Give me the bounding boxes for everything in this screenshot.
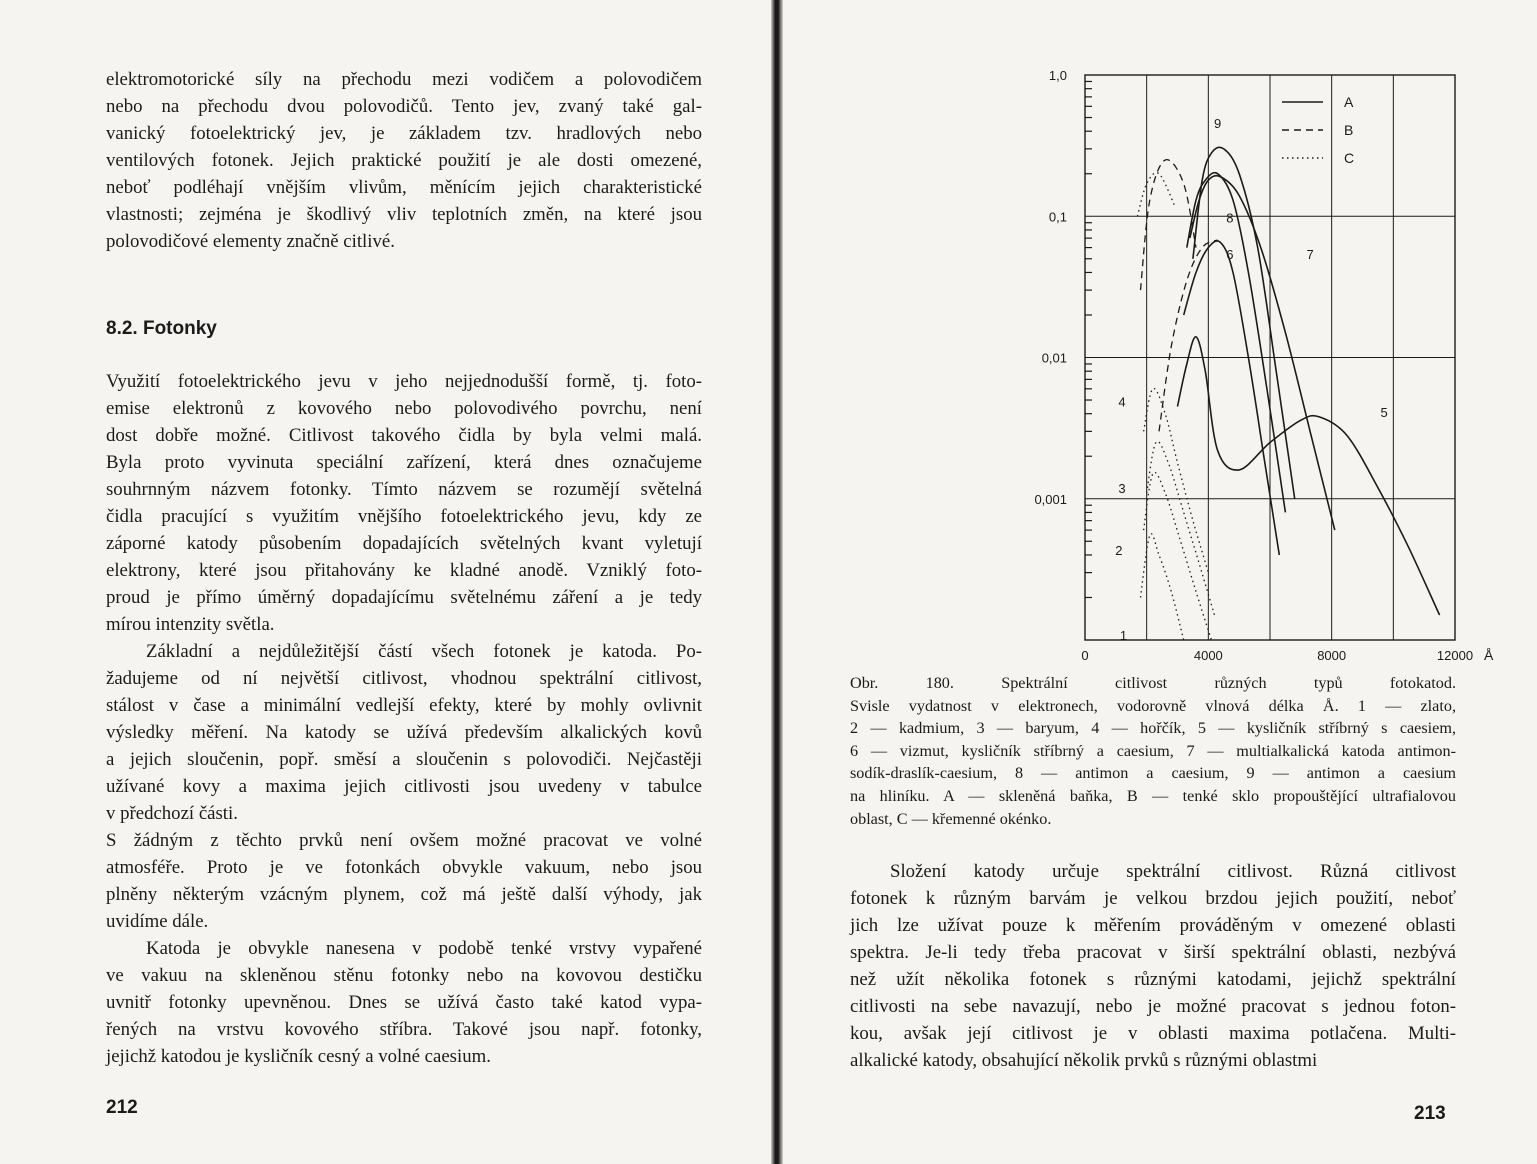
text-line: atmosféře. Proto je ve fotonkách obvykle vakuum, nebo jsou — [106, 857, 702, 878]
text-line: oblast, C — křemenné okénko. — [850, 809, 1052, 828]
text-line: Obr. 180. Spektrální citlivost různých typů fotokatod. — [850, 674, 1456, 692]
legend-label-B: B — [1344, 122, 1354, 138]
series-curve-5 — [1178, 337, 1440, 615]
text-line: mírou intenzity světla. — [106, 614, 275, 635]
text-line: kou, avšak její citlivost je v oblasti maxima potlačena. Multi- — [850, 1023, 1456, 1044]
x-tick-label: 8000 — [1317, 648, 1347, 663]
curve-number-label: 7 — [1306, 246, 1314, 262]
text-line: čidla pracující s využitím vnějšího fotoelektrického jevu, kdy ze — [106, 506, 702, 527]
curve-number-label: 1 — [1119, 628, 1128, 643]
text-line: sodík-draslík-caesium, 8 — antimon a caesium, 9 — antimon a caesium — [850, 764, 1456, 783]
text-line: uvnitř fotonky upevněnou. Dnes se užívá často také katod vypa- — [106, 992, 702, 1013]
curve-number-label: 8 — [1226, 210, 1234, 226]
text-line: nebo na přechodu dvou polovodičů. Tento jev, zvaný také gal- — [106, 96, 702, 117]
text-line: na hliníku. A — skleněná baňka, B — tenké sklo propouštějící ultrafialovou — [850, 786, 1456, 805]
page-number-left: 212 — [106, 1097, 138, 1118]
series-curve-extra-9 — [1141, 160, 1197, 290]
y-tick-label: 1,0 — [1048, 68, 1067, 83]
text-line: emise elektronů z kovového nebo polovodivého povrchu, není — [106, 398, 702, 419]
spectral-sensitivity-chart — [1020, 55, 1520, 670]
book-gutter — [771, 0, 783, 1164]
chart-legend — [1282, 94, 1354, 166]
curve-number-label: 5 — [1380, 404, 1388, 420]
text-line: souhrnným názvem fotonky. Tímto názvem se rozumějí světelná — [106, 479, 702, 500]
legend-label-A: A — [1344, 94, 1354, 110]
text-line: Využití fotoelektrického jevu v jeho nejjednodušší formě, tj. foto- — [106, 371, 702, 392]
text-line: žadujeme od ní největší citlivost, vhodnou spektrální citlivost, — [106, 668, 702, 689]
chart-axis-ticks — [1034, 68, 1494, 663]
text-line: 6 — vizmut, kysličník stříbrný a caesium, 7 — multialkalická katoda antimon- — [850, 741, 1456, 760]
text-line: plněny některým vzácným plynem, což má ještě další výhody, jak — [106, 884, 702, 905]
text-line: řených na vrstvu kovového stříbra. Takové jsou např. fotonky, — [106, 1019, 702, 1040]
text-line: než užít několika fotonek s různými katodami, jejichž spektrální — [850, 969, 1456, 990]
curve-number-label: 6 — [1226, 246, 1234, 262]
figure-caption — [850, 672, 1456, 830]
left-paragraph-3 — [106, 638, 702, 827]
text-line: Svisle vydatnost v elektronech, vodorovně vlnová délka Å. 1 — zlato, — [850, 696, 1456, 715]
x-axis-unit-label: Å — [1484, 647, 1494, 663]
text-line: polovodičové elementy značně citlivé. — [106, 231, 395, 252]
section-heading: 8.2. Fotonky — [106, 318, 217, 339]
y-tick-label: 0,1 — [1048, 209, 1067, 225]
chart-grid — [1085, 75, 1455, 640]
text-line: jejichž katodou je kysličník cesný a volné caesium. — [106, 1046, 491, 1067]
series-curve-7 — [1190, 176, 1335, 530]
left-paragraph-4 — [106, 827, 702, 935]
curve-number-label: 4 — [1118, 394, 1126, 410]
text-line: výsledky měření. Na katody se užívá především alkalických kovů — [106, 722, 702, 743]
text-line: fotonek k různým barvám je velkou brzdou jejich použití, neboť — [850, 888, 1456, 909]
left-paragraph-5 — [106, 935, 702, 1070]
text-line: Katoda je obvykle nanesena v podobě tenké vrstvy vypařené — [146, 938, 702, 959]
legend-label-C: C — [1344, 150, 1355, 166]
page-number-right: 213 — [1414, 1103, 1446, 1124]
text-line: Složení katody určuje spektrální citlivost. Různá citlivost — [890, 861, 1456, 882]
y-tick-label: 0,001 — [1034, 491, 1067, 507]
curve-number-label: 3 — [1118, 480, 1126, 496]
left-paragraph-1 — [106, 66, 702, 255]
text-line: uvidíme dále. — [106, 911, 209, 932]
text-line: elektromotorické síly na přechodu mezi vodičem a polovodičem — [106, 69, 702, 90]
right-page-text — [850, 858, 1456, 1074]
x-tick-label: 0 — [1081, 648, 1089, 663]
text-line: spektra. Je-li tedy třeba pracovat v širší spektrální oblasti, nezbývá — [850, 942, 1456, 963]
text-line: alkalické katody, obsahující několik prvků s různými oblastmi — [850, 1050, 1318, 1071]
left-paragraph-2 — [106, 368, 702, 638]
text-line: užívané kovy a maxima jejich citlivosti jsou uvedeny v tabulce — [106, 776, 702, 797]
text-line: proud je přímo úměrný dopadajícímu světelnému záření a je tedy — [106, 587, 702, 608]
curve-number-label: 9 — [1213, 116, 1222, 132]
text-line: vanický fotoelektrický jev, je základem tzv. hradlových nebo — [106, 123, 702, 144]
text-line: a jejich sloučenin, popř. směsí a sloučenin s polovodiči. Nejčastěji — [106, 749, 702, 770]
text-line: Byla proto vyvinuta speciální zařízení, která dnes označujeme — [106, 452, 702, 473]
text-line: ve vakuu na skleněnou stěnu fotonky nebo na kovovou destičku — [106, 965, 702, 986]
text-line: ventilových fotonek. Jejich praktické použití je ale dosti omezené, — [106, 150, 702, 171]
series-curve-3 — [1147, 441, 1215, 615]
text-line: stálost v čase a minimální vedlejší efekty, které by mohly ovlivnit — [106, 695, 702, 716]
x-tick-label: 4000 — [1193, 648, 1223, 663]
text-line: S žádným z těchto prvků není ovšem možné pracovat ve volné — [106, 830, 702, 851]
text-line: v předchozí části. — [106, 803, 238, 824]
x-tick-label: 12000 — [1436, 648, 1474, 663]
text-line: 2 — kadmium, 3 — baryum, 4 — hořčík, 5 — kysličník stříbrný s caesiem, — [850, 719, 1456, 738]
series-curve-extra-11 — [1137, 173, 1174, 217]
series-curve-8 — [1187, 173, 1286, 513]
left-page-text-2 — [106, 368, 702, 1070]
chart-series — [1137, 147, 1439, 640]
series-curve-4 — [1144, 388, 1209, 572]
text-line: záporné katody působením dopadajících světelných kvant vyletují — [106, 533, 702, 554]
y-tick-label: 0,01 — [1041, 350, 1067, 366]
text-line: dost dobře možné. Citlivost takového čidla by byla velmi malá. — [106, 425, 702, 446]
text-line: jich lze užívat pouze k měřením prováděným v omezené oblasti — [850, 915, 1456, 936]
text-line: vlastnosti; zejména je škodlivý vliv teplotních změn, na které jsou — [106, 204, 702, 225]
text-line: neboť podléhají vnějším vlivům, měnícím jejich charakteristické — [106, 177, 702, 198]
left-page-text — [106, 66, 702, 255]
text-line: elektrony, které jsou přitahovány ke kladné anodě. Vzniklý foto- — [106, 560, 702, 581]
text-line: Základní a nejdůležitější částí všech fotonek je katoda. Po- — [146, 641, 702, 662]
text-line: citlivosti na sebe navazují, nebo je možné pracovat s jednou foton- — [850, 996, 1456, 1017]
curve-number-label: 2 — [1115, 542, 1123, 558]
